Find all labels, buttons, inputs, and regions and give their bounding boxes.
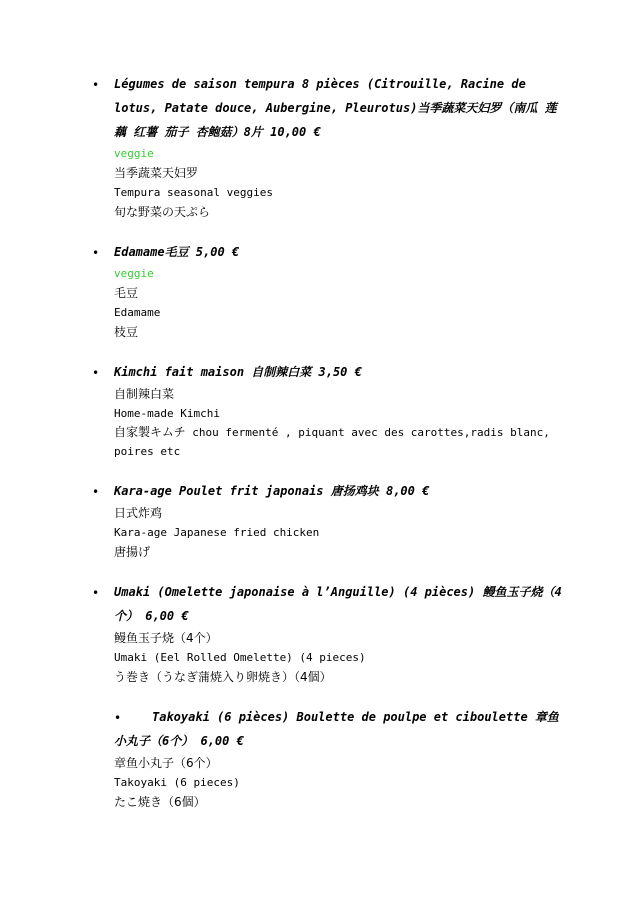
english-name: Home-made Kimchi (114, 407, 220, 420)
item-title: Kara-age Poulet frit japonais 唐扬鸡块 8,00 € (114, 484, 430, 498)
english-name: Edamame (114, 306, 161, 319)
bullet-icon: • (92, 246, 100, 260)
description-text: chou fermenté , piquant avec des carottes,radis blanc, poires etc (114, 426, 550, 458)
english-name: Takoyaki (6 pieces) (114, 776, 240, 789)
japanese-name: 旬な野菜の天ぷら (114, 205, 211, 219)
japanese-description (114, 423, 568, 461)
veggie-tag: veggie (114, 267, 154, 280)
japanese-name: う巻き（うなぎ蒲焼入り卵焼き）（4個） (114, 670, 332, 684)
bullet-icon: • (114, 711, 122, 725)
chinese-name: 章鱼小丸子（6个） (114, 756, 218, 770)
bullet-icon: • (92, 586, 100, 600)
japanese-name: たこ焼き（6個） (114, 795, 206, 809)
menu-item (0, 580, 640, 687)
bullet-icon: • (92, 78, 100, 92)
japanese-name: 枝豆 (114, 325, 139, 339)
chinese-name: 自制辣白菜 (114, 387, 175, 401)
menu-item (0, 705, 640, 812)
english-name: Umaki (Eel Rolled Omelette) (4 pieces) (114, 651, 366, 664)
menu-item (0, 240, 640, 342)
menu-item (0, 360, 640, 461)
menu-list (0, 72, 640, 830)
japanese-name: 自家製キムチ (114, 425, 186, 439)
veggie-tag: veggie (114, 147, 154, 160)
menu-item (0, 72, 640, 222)
item-title: Kimchi fait maison 自制辣白菜 3,50 € (114, 365, 362, 379)
bullet-icon: • (92, 366, 100, 380)
japanese-name: 唐揚げ (114, 545, 151, 559)
item-title: Takoyaki (6 pièces) Boulette de poulpe et ciboulette 章鱼小丸子（6个） 6,00 € (114, 710, 559, 748)
item-title: Edamame毛豆 5,00 € (114, 245, 240, 259)
bullet-icon: • (92, 485, 100, 499)
chinese-name: 鳗鱼玉子烧（4个） (114, 631, 218, 645)
item-title: Umaki (Omelette japonaise à l’Anguille) (4 pièces) 鳗鱼玉子烧（4个） 6,00 € (114, 585, 562, 623)
chinese-name: 毛豆 (114, 286, 139, 300)
chinese-name: 当季蔬菜天妇罗 (114, 166, 199, 180)
item-title: Légumes de saison tempura 8 pièces (Citrouille, Racine de lotus, Patate douce, Aubergine, Pleurotus)当季蔬菜天妇罗（南瓜 莲藕 红薯 茄子 杏鲍菇）8片 10,00 € (114, 77, 557, 139)
english-name: Tempura seasonal veggies (114, 186, 273, 199)
english-name: Kara-age Japanese fried chicken (114, 526, 320, 539)
menu-item (0, 479, 640, 562)
chinese-name: 日式炸鸡 (114, 506, 163, 520)
